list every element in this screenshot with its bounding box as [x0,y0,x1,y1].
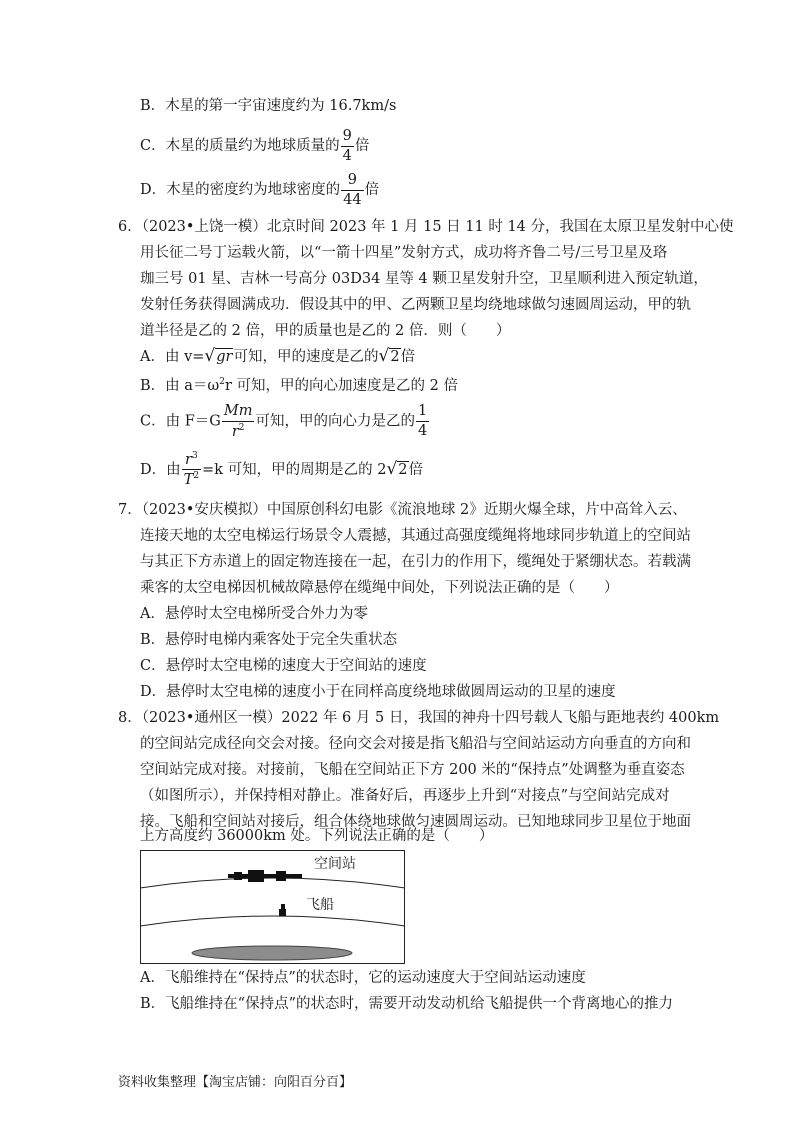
q8-stem-line: 的空间站完成径向交会对接。径向交会对接是指飞船沿与空间站运动方向垂直的方向和 [140,736,691,752]
q8-stem-line: 空间站完成对接。对接前，飞船在空间站正下方 200 米的“保持点”处调整为垂直姿态 [140,762,685,778]
q6-stem-line: 用长征二号丁运载火箭，以“一箭十四星”发射方式，成功将齐鲁二号/三号卫星及珞 [140,245,668,261]
q7-option-d: D．悬停时太空电梯的速度小于在同样高度绕地球做圆周运动的卫星的速度 [140,684,616,700]
q6-option-a: A．由 v=√gr可知，甲的速度是乙的√2倍 [140,346,416,366]
fraction: $\frac{Mm}{r^2}$ [223,403,253,440]
q5-option-c: C．木星的质量约为地球质量的 $\frac{9}{4}$ 倍 [140,128,370,164]
fraction: $\frac{r^3}{T^2}$ [183,451,200,489]
q7-stem-line: 7．（2023•安庆模拟）中国原创科幻电影《流浪地球 2》近期火爆全球，片中高耸入云、 [118,502,687,518]
q7-stem-line: 连接天地的太空电梯运行场景令人震撼，其通过高强度缆绳将地球同步轨道上的空间站 [140,528,691,544]
q7-option-c: C．悬停时太空电梯的速度大于空间站的速度 [140,658,427,674]
q7-option-b: B．悬停时电梯内乘客处于完全失重状态 [140,632,398,648]
q7-stem-line: 与其正下方赤道上的固定物连接在一起，在引力的作用下，缆绳处于紧绷状态。若载满 [140,554,691,570]
fraction: $\frac{1}{4}$ [417,403,428,439]
q8-stem-line: 上方高度约 36000km 处。下列说法正确的是（ ） [140,828,494,844]
earth-shape [192,946,352,960]
q8-option-a: A．飞船维持在“保持点”的状态时，它的运动速度大于空间站运动速度 [140,970,586,986]
fraction: $\frac{9}{44}$ [343,172,362,208]
q6-option-c: C．由 F＝G $\frac{Mm}{r^2}$ 可知，甲的向心力是乙的 $\frac{1}{4}$ [140,403,428,440]
q8-option-b: B．飞船维持在“保持点”的状态时，需要开动发动机给飞船提供一个背离地心的推力 [140,996,673,1012]
q6-option-d: D．由 $\frac{r^3}{T^2}$ =k 可知，甲的周期是乙的 2√2倍 [140,451,424,489]
orbit-diagram [140,850,405,964]
q7-stem-line: 乘客的太空电梯因机械故障悬停在缆绳中间处，下列说法正确的是（ ） [140,580,619,596]
q7-option-a: A．悬停时太空电梯所受合外力为零 [140,606,368,622]
footer-source: 资料收集整理【淘宝店铺：向阳百分百】 [118,1075,353,1090]
q6-stem-line: 发射任务获得圆满成功．假设其中的甲、乙两颗卫星均绕地球做匀速圆周运动，甲的轨 [140,297,691,313]
station-label: 空间站 [314,856,356,872]
q6-option-b: B．由 $a=\omega^2r$ 可知，甲的向心加速度是乙的 2 倍 [140,377,458,394]
ship-label: 飞船 [306,897,334,913]
q5-option-d: D．木星的密度约为地球密度的 $\frac{9}{44}$ 倍 [140,172,380,208]
q6-stem-line: 6．（2023•上饶一模）北京时间 2023 年 1 月 15 日 11 时 14 分，我国在太原卫星发射中心使 [118,219,734,235]
q8-stem-line: 接。飞船和空间站对接后，组合体绕地球做匀速圆周运动。已知地球同步卫星位于地面 [140,814,691,830]
q6-stem-line: 珈三号 01 星、吉林一号高分 03D34 星等 4 颗卫星发射升空，卫星顺利进入预定轨道， [140,271,708,287]
q6-stem-line: 道半径是乙的 2 倍，甲的质量也是乙的 2 倍．则（ ） [140,323,511,339]
q8-stem-line: （如图所示），并保持相对静止。准备好后，再逐步上升到“对接点”与空间站完成对 [140,788,670,804]
fraction: $\frac{9}{4}$ [342,128,352,164]
q8-stem-line: 8．（2023•通州区一模）2022 年 6 月 5 日，我国的神舟十四号载人飞船与距地表约 400km [118,710,720,726]
q5-option-b: B．木星的第一宇宙速度约为 16.7km/s [140,98,397,114]
